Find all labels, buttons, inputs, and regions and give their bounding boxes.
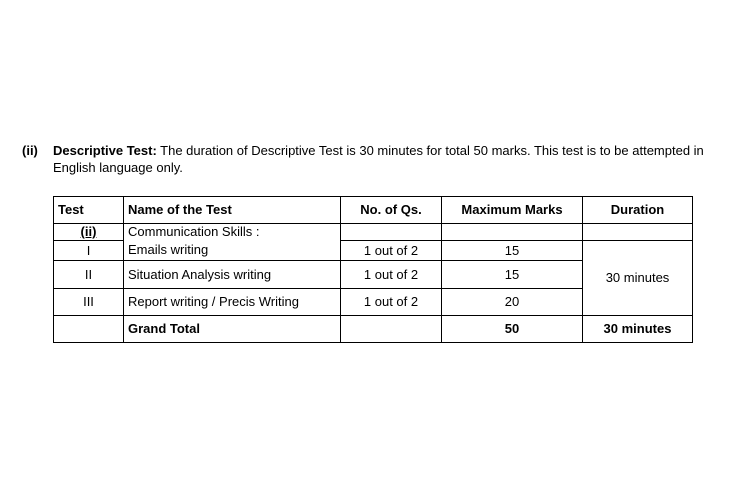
paragraph-text: The duration of Descriptive Test is 30 minutes for total 50 marks. This test is to be attempted in English language only. (53, 143, 704, 175)
descriptive-test-section (22, 142, 712, 336)
row-name-cell: Emails writing (124, 241, 341, 261)
section-name-cell: Communication Skills : (124, 224, 341, 241)
total-test-cell (54, 316, 124, 343)
row-questions-cell: 1 out of 2 (341, 241, 442, 261)
row-test-cell: II (54, 261, 124, 289)
section-marks-cell (442, 224, 583, 241)
total-marks-cell: 50 (442, 316, 583, 343)
descriptive-test-table (53, 196, 693, 343)
section-test-cell: (ii) (54, 224, 124, 241)
header-duration: Duration (583, 197, 693, 224)
row-questions-cell: 1 out of 2 (341, 261, 442, 289)
descriptive-test-paragraph (22, 142, 712, 176)
total-label-cell: Grand Total (124, 316, 341, 343)
table-row (54, 241, 693, 261)
row-name-cell: Situation Analysis writing (124, 261, 341, 289)
table-section-row (54, 224, 693, 241)
paragraph-heading: Descriptive Test: (53, 143, 157, 158)
paragraph-number: (ii) (22, 143, 38, 158)
header-name: Name of the Test (124, 197, 341, 224)
section-questions-cell (341, 224, 442, 241)
section-duration-cell (583, 224, 693, 241)
header-marks: Maximum Marks (442, 197, 583, 224)
row-marks-cell: 15 (442, 241, 583, 261)
row-test-cell: III (54, 289, 124, 316)
grand-total-row (54, 316, 693, 343)
row-marks-cell: 15 (442, 261, 583, 289)
table-header-row (54, 197, 693, 224)
total-questions-cell (341, 316, 442, 343)
row-test-cell: I (54, 241, 124, 261)
duration-cell: 30 minutes (583, 241, 693, 316)
row-questions-cell: 1 out of 2 (341, 289, 442, 316)
header-test: Test (54, 197, 124, 224)
total-duration-cell: 30 minutes (583, 316, 693, 343)
header-questions: No. of Qs. (341, 197, 442, 224)
row-name-cell: Report writing / Precis Writing (124, 289, 341, 316)
row-marks-cell: 20 (442, 289, 583, 316)
